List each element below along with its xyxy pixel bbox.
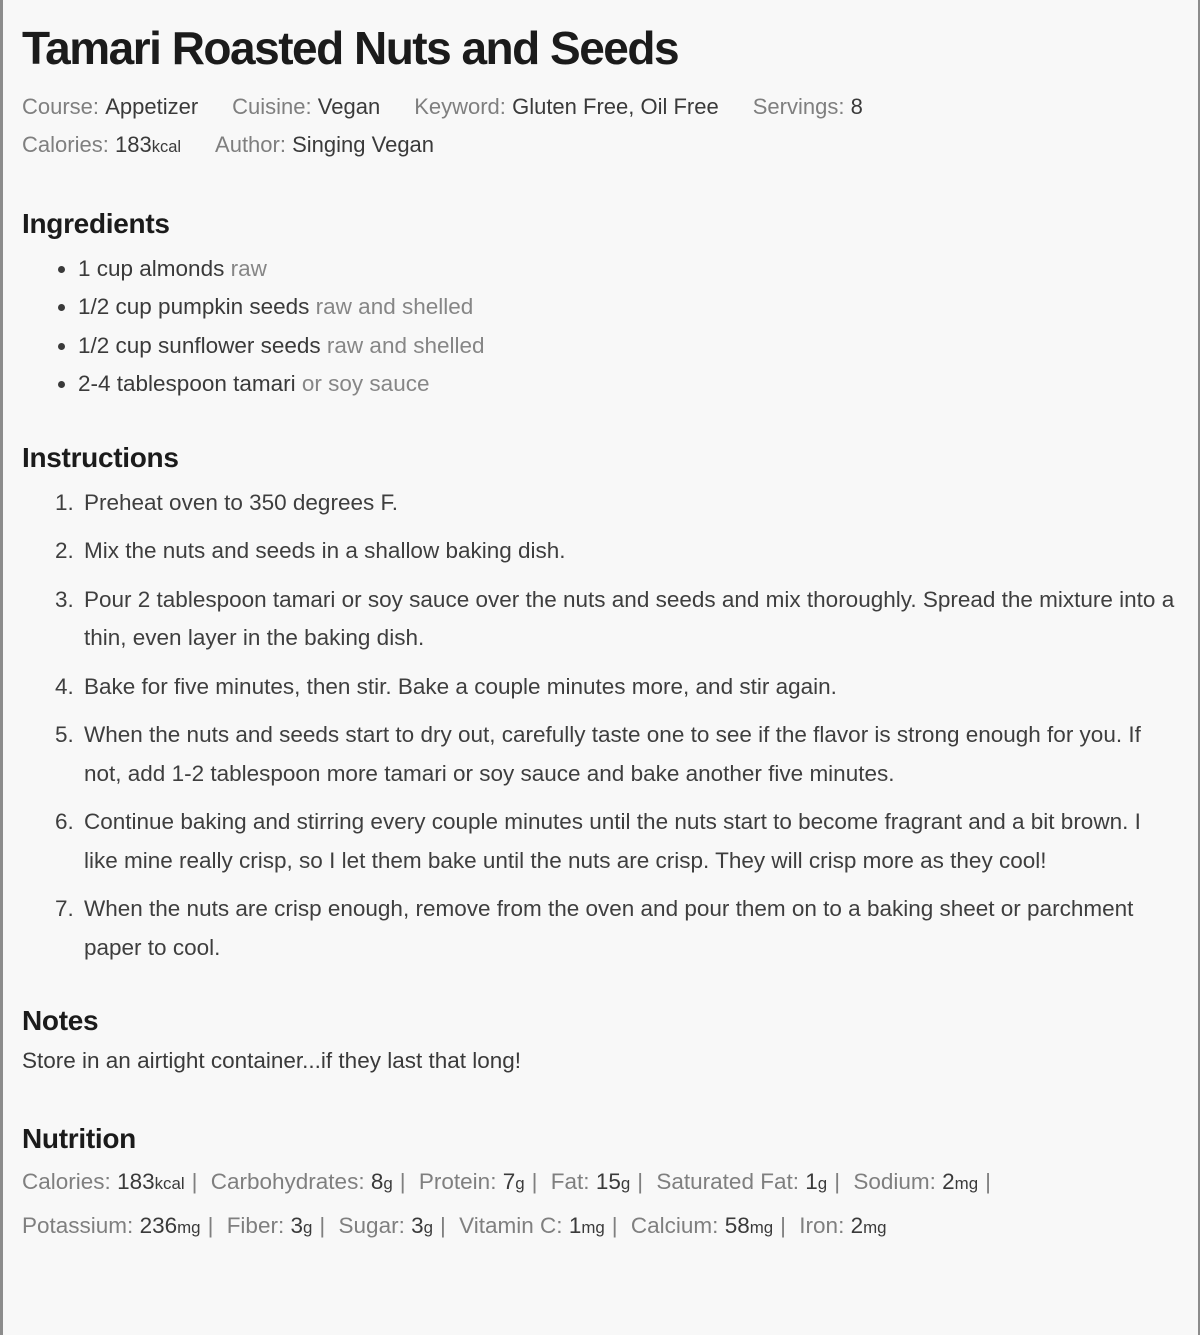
ingredient-main: 1 cup almonds bbox=[78, 255, 225, 281]
nutrition-separator: | bbox=[611, 1212, 618, 1238]
meta-author-label: Author: bbox=[215, 131, 286, 157]
instructions-list bbox=[22, 484, 1178, 968]
instruction-step: 1. Preheat oven to 350 degrees F. bbox=[80, 484, 1178, 523]
ingredients-list bbox=[22, 250, 1178, 404]
meta-cuisine-value: Vegan bbox=[317, 93, 381, 119]
ingredient-item bbox=[78, 327, 1178, 366]
nutrition-calories: Calories: 183kcal bbox=[22, 1168, 185, 1194]
nutrition-separator: | bbox=[207, 1212, 214, 1238]
nutrition-protein: Protein: 7g bbox=[418, 1168, 525, 1194]
meta-keyword-label: Keyword: bbox=[414, 93, 506, 119]
meta-course bbox=[22, 88, 198, 126]
meta-course-label: Course: bbox=[22, 93, 100, 119]
meta-calories bbox=[22, 126, 181, 166]
meta-author-value: Singing Vegan bbox=[292, 131, 435, 157]
meta-servings-value: 8 bbox=[850, 93, 863, 119]
nutrition-separator: | bbox=[191, 1168, 198, 1194]
nutrition-line bbox=[22, 1161, 1172, 1249]
nutrition-separator: | bbox=[834, 1168, 841, 1194]
nutrition-separator: | bbox=[440, 1212, 446, 1238]
instruction-step: 2. Mix the nuts and seeds in a shallow baking dish. bbox=[80, 532, 1178, 571]
ingredients-heading: Ingredients bbox=[22, 207, 170, 239]
meta-keyword-value: Gluten Free, Oil Free bbox=[512, 93, 719, 119]
meta-cuisine bbox=[232, 88, 380, 126]
ingredient-note: raw and shelled bbox=[315, 294, 474, 320]
nutrition-fat: Fat: 15g bbox=[550, 1168, 631, 1194]
meta-row-2 bbox=[22, 126, 1178, 166]
meta-cuisine-label: Cuisine: bbox=[232, 93, 312, 119]
nutrition-separator: | bbox=[637, 1168, 644, 1194]
nutrition-potassium: Potassium: 236mg bbox=[22, 1212, 201, 1238]
nutrition-separator: | bbox=[531, 1168, 538, 1194]
instruction-step: 7. When the nuts are crisp enough, remove from the oven and pour them on to a baking sheet or parchment paper to cool. bbox=[80, 890, 1178, 967]
nutrition-iron: Iron: 2mg bbox=[799, 1212, 887, 1238]
notes-text: Store in an airtight container...if they last that long! bbox=[22, 1048, 522, 1074]
ingredient-note: raw bbox=[230, 255, 267, 281]
nutrition-carbohydrates: Carbohydrates: 8g bbox=[210, 1168, 393, 1194]
instruction-step: 3. Pour 2 tablespoon tamari or soy sauce over the nuts and seeds and mix thoroughly. Spread the mixture into a thin, even layer in the baking dish. bbox=[80, 581, 1178, 658]
nutrition-separator: | bbox=[319, 1212, 326, 1238]
meta-servings-label: Servings: bbox=[752, 93, 845, 119]
meta-calories-value: 183kcal bbox=[114, 131, 182, 157]
meta-course-value: Appetizer bbox=[105, 93, 199, 119]
instruction-step: 4. Bake for five minutes, then stir. Bake a couple minutes more, and stir again. bbox=[80, 668, 1178, 707]
nutrition-saturated-fat: Saturated Fat: 1g bbox=[656, 1168, 828, 1194]
ingredient-item bbox=[78, 288, 1178, 327]
meta-row-1 bbox=[22, 88, 1178, 126]
nutrition-calcium: Calcium: 58mg bbox=[630, 1212, 774, 1238]
recipe-meta bbox=[22, 88, 1178, 166]
nutrition-separator: | bbox=[399, 1168, 406, 1194]
ingredient-main: 2-4 tablespoon tamari bbox=[78, 371, 296, 397]
ingredient-main: 1/2 cup pumpkin seeds bbox=[78, 294, 310, 320]
ingredient-main: 1/2 cup sunflower seeds bbox=[78, 332, 321, 358]
nutrition-sodium: Sodium: 2mg bbox=[853, 1168, 979, 1194]
recipe-title: Tamari Roasted Nuts and Seeds bbox=[22, 22, 679, 74]
nutrition-separator: | bbox=[985, 1168, 991, 1194]
meta-keyword bbox=[414, 88, 719, 126]
nutrition-separator: | bbox=[780, 1212, 787, 1238]
meta-calories-label: Calories: bbox=[22, 131, 109, 157]
nutrition-fiber: Fiber: 3g bbox=[226, 1212, 313, 1238]
meta-calories-unit: kcal bbox=[151, 137, 182, 156]
instruction-step: 6. Continue baking and stirring every couple minutes until the nuts start to become fragrant and a bit brown. I like mine really crisp, so I let them bake until the nuts are crisp. They will crisp more as they cool! bbox=[80, 803, 1178, 880]
instructions-heading: Instructions bbox=[22, 441, 179, 473]
ingredient-item bbox=[78, 250, 1178, 289]
meta-servings bbox=[753, 88, 863, 126]
notes-heading: Notes bbox=[22, 1005, 99, 1037]
nutrition-vitamin-c: Vitamin C: 1mg bbox=[459, 1212, 605, 1238]
ingredient-item bbox=[78, 365, 1178, 404]
ingredient-note: or soy sauce bbox=[301, 371, 430, 397]
meta-author bbox=[215, 126, 434, 166]
instruction-step: 5. When the nuts and seeds start to dry out, carefully taste one to see if the flavor is strong enough for you. If not, add 1-2 tablespoon more tamari or soy sauce and bake another five minutes. bbox=[80, 716, 1178, 793]
nutrition-heading: Nutrition bbox=[22, 1122, 136, 1154]
nutrition-sugar: Sugar: 3g bbox=[338, 1212, 434, 1238]
ingredient-note: raw and shelled bbox=[326, 332, 485, 358]
